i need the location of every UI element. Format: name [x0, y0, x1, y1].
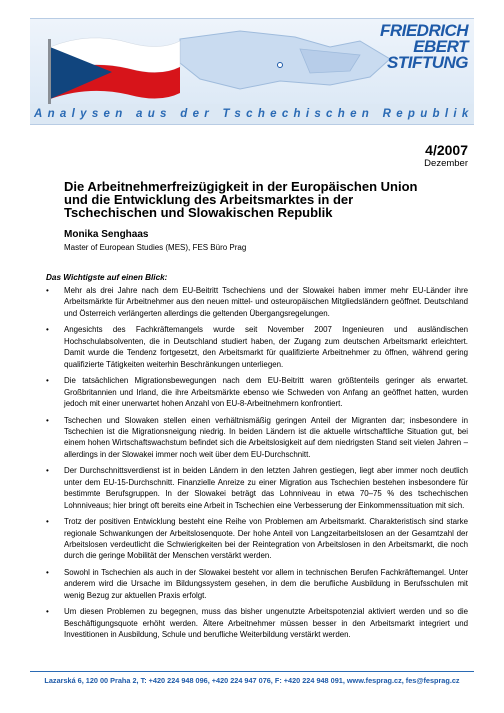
series-title: Analysen aus der Tschechischen Republik	[34, 108, 474, 120]
summary-point: • Um diesen Problemen zu begegnen, muss das bisher ungenutzte Arbeitspotenzial aktiviert werden und so die Beschäftigungsquote erhöht werden. Ältere Arbeitnehmer müssen besser in den Arbeitsmarkt integriert und Investitionen in Ausbildung, Schule und berufliche Weiterbildung verstärkt werden.	[46, 606, 468, 640]
issue-date: Dezember	[424, 158, 468, 169]
issue-info	[424, 142, 468, 170]
summary-point: • Mehr als drei Jahre nach dem EU-Beitritt Tschechiens und der Slowakei haben immer mehr EU-Länder ihre Arbeitsmärkte für Arbeitnehmer aus den neuen mittel- und osteuropäischen Mitgliedsländern geöffnet. Deutschland und Österreich verlängerten allerdings die geltenden Übergangsregelungen.	[46, 285, 468, 319]
summary-heading: Das Wichtigste auf einen Blick:	[46, 273, 168, 282]
title-line: Die Arbeitnehmerfreizügigkeit in der Europäischen Union	[64, 179, 418, 194]
title-line: und die Entwicklung des Arbeitsmarktes in der	[64, 192, 354, 207]
series-title-band	[30, 104, 474, 125]
author-name: Monika Senghaas	[64, 229, 149, 240]
header-banner	[30, 18, 474, 105]
summary-point: • Sowohl in Tschechien als auch in der Slowakei besteht vor allem in technischen Berufen Fachkräftemangel. Unter anderem wird die Ursache im Bildungssystem gesehen, in dem die berufliche Ausbildung in Berufsschulen mit wenig Bezug zur aktuellen Praxis erfolgt.	[46, 567, 468, 601]
czech-flag-icon	[50, 38, 180, 99]
summary-list	[46, 285, 468, 646]
issue-number: 4/2007	[425, 142, 468, 158]
footer-divider	[30, 671, 474, 672]
summary-point: • Die tatsächlichen Migrationsbewegungen nach dem EU-Beitritt waren größtenteils geringer als erwartet. Großbritannien und Irland, die ihre Arbeitsmärkte ebenso wie Schweden von Anfang an geöffnet hatten, wurden jedoch mit einer unerwartet hohen Anzahl von EU-8-Arbeitnehmern konfrontiert.	[46, 375, 468, 409]
map-outline	[180, 31, 390, 89]
summary-point: • Der Durchschnittsverdienst ist in beiden Ländern in den letzten Jahren gestiegen, liegt aber immer noch deutlich unter dem EU-15-Durchschnitt. Finanzielle Anreize zu einer Migration aus Tschechien bestehen insbesondere für bestimmte Berufsgruppen. In der Slowakei beträgt das Lohnniveau in etwa 70–75 % des tschechischen Lohnniveaus; hier bringt oft bereits eine Arbeit in Tschechien eine Verbesserung der Einkommenssituation mit sich.	[46, 465, 468, 511]
document-title	[64, 180, 474, 219]
summary-point: • Trotz der positiven Entwicklung besteht eine Reihe von Problemen am Arbeitsmarkt. Charakteristisch sind starke regionale Schwankungen der Arbeitslosenquote. Der hohe Anteil von Langzeitarbeitslosen an der Gesamtzahl der Arbeitslosen verdeutlicht die Schwierigkeiten bei der Reintegration von Arbeitslosen in den Arbeitsmarkt, die noch durch die geringe Mobilität der Menschen verstärkt werden.	[46, 516, 468, 562]
summary-point: • Angesichts des Fachkräftemangels wurde seit November 2007 Ingenieuren und ausländischen Hochschulabsolventen, die in Deutschland studiert haben, der Zugang zum deutschen Arbeitsmarkt erleichtert. Damit wurde die Tendenz fortgesetzt, den Arbeitsmarkt für qualifizierte Arbeitnehmer zu öffnen, während gering qualifizierte Tätigkeiten weiterhin Beschränkungen unterliegen.	[46, 324, 468, 370]
title-line: Tschechischen und Slowakischen Republik	[64, 205, 333, 220]
footer-contact: Lazarská 6, 120 00 Praha 2, T: +420 224 948 096, +420 224 947 076, F: +420 224 948 091, www.fesprag.cz, fes@fesprag.cz	[44, 676, 460, 685]
summary-point: • Tschechen und Slowaken stellen einen verhältnismäßig geringen Anteil der Migranten dar; insbesondere in Tschechien ist die Migrationsneigung niedrig. In beiden Ländern ist die aktuelle wirtschaftliche Situation gut, bei einem hohen Wirtschaftswachstum befindet sich die Arbeitslosigkeit auf dem niedrigsten Stand seit vielen Jahren – allerdings in der Slowakei immer noch weit über dem EU-Durchschnitt.	[46, 415, 468, 461]
fes-logo: FRIEDRICH EBERT STIFTUNG	[379, 21, 468, 72]
author-affiliation: Master of European Studies (MES), FES Büro Prag	[64, 243, 247, 252]
